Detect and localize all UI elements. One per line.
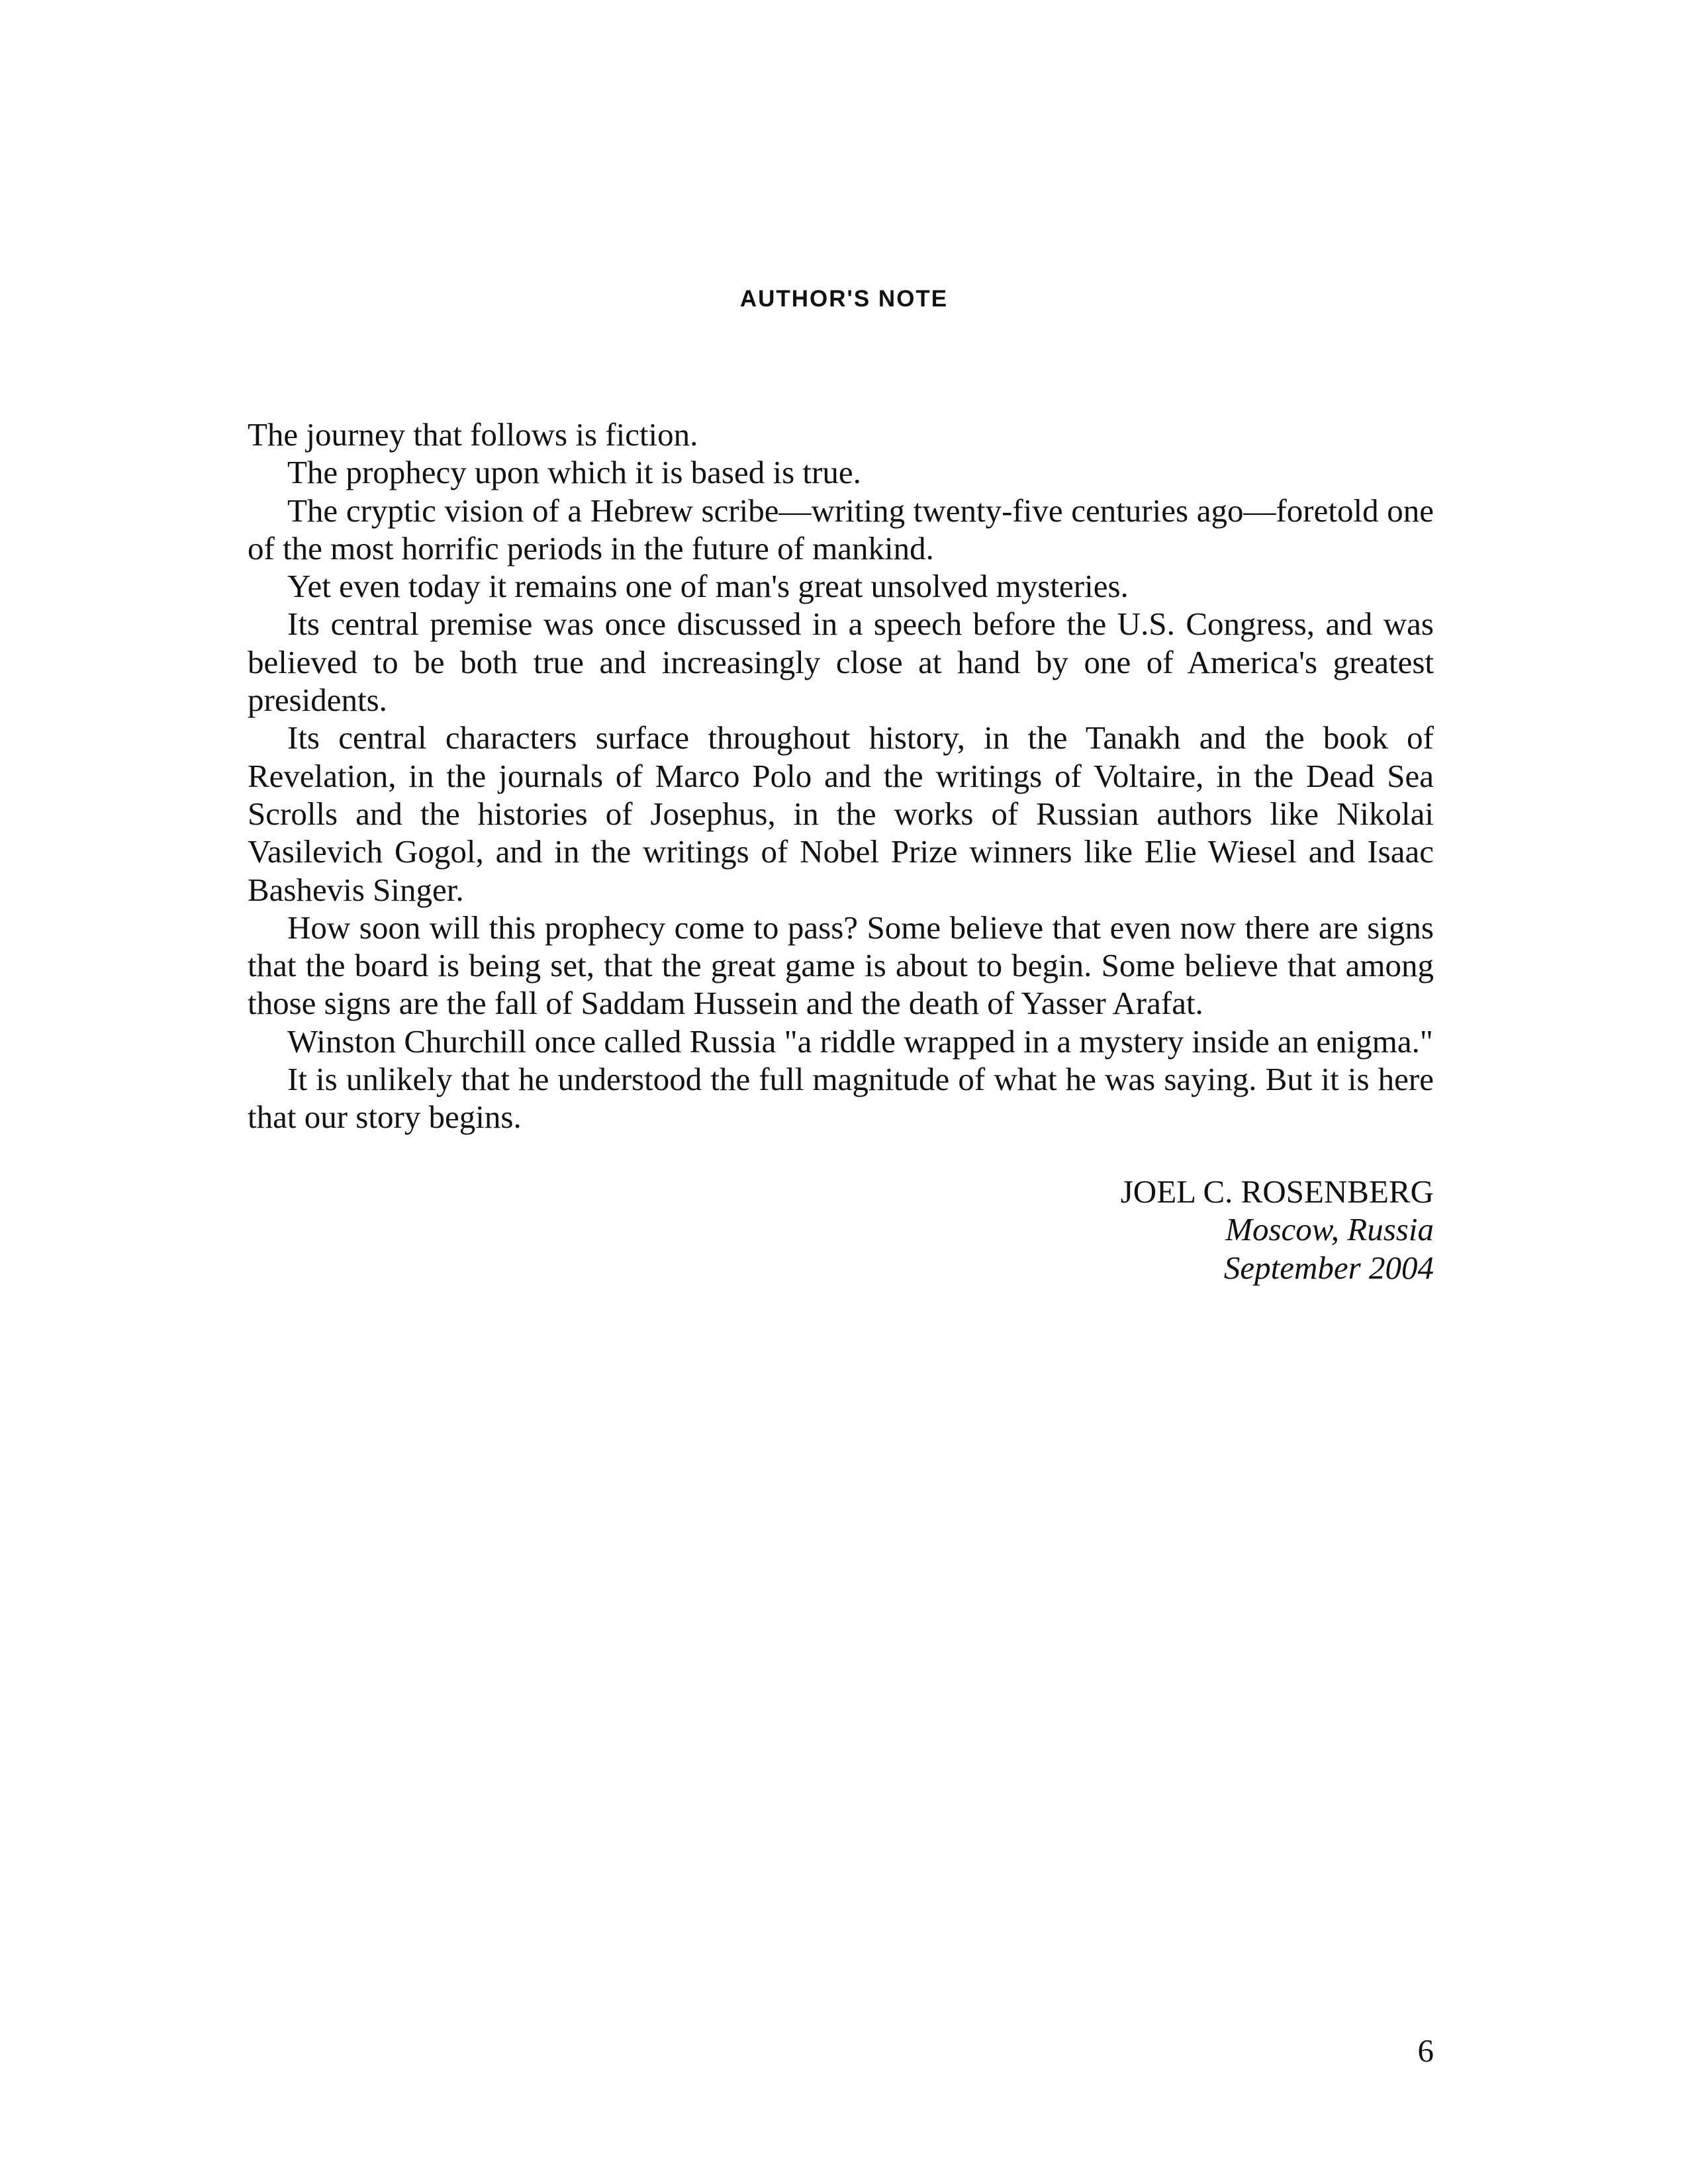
paragraph: How soon will this prophecy come to pass? Some believe that even now there are signs that the board is being set, that the great game is about to begin. Some believe that among those signs are the fall of Saddam Hussein and the death of Yasser Arafat.: [248, 909, 1434, 1022]
signature-block: [970, 1173, 1434, 1287]
paragraph: Its central premise was once discussed in a speech before the U.S. Congress, and was believed to be both true and increasingly close at hand by one of America's greatest presidents.: [248, 606, 1434, 719]
page-title: AUTHOR'S NOTE: [739, 286, 949, 312]
author-name: JOEL C. ROSENBERG: [1120, 1173, 1434, 1210]
page-number: 6: [1417, 2032, 1434, 2069]
paragraph: The journey that follows is fiction.: [248, 416, 698, 453]
paragraph: The cryptic vision of a Hebrew scribe—writing twenty-five centuries ago—foretold one of the most horrific periods in the future of mankind.: [248, 492, 1434, 567]
paragraph: Winston Churchill once called Russia "a riddle wrapped in a mystery inside an enigma.": [287, 1023, 1433, 1060]
paragraph: Yet even today it remains one of man's great unsolved mysteries.: [287, 568, 1129, 605]
signature-place: Moscow, Russia: [1225, 1211, 1434, 1248]
paragraph: It is unlikely that he understood the full magnitude of what he was saying. But it is here that our story begins.: [248, 1061, 1434, 1136]
authors-note-body: [248, 416, 1434, 1136]
paragraph: Its central characters surface throughout history, in the Tanakh and the book of Revelation, in the journals of Marco Polo and the writings of Voltaire, in the Dead Sea Scrolls and the histories of Josephus, in the works of Russian authors like Nikolai Vasilevich Gogol, and in the writings of Nobel Prize winners like Elie Wiesel and Isaac Bashevis Singer.: [248, 719, 1434, 908]
signature-date: September 2004: [1223, 1249, 1434, 1286]
paragraph: The prophecy upon which it is based is true.: [287, 454, 861, 491]
